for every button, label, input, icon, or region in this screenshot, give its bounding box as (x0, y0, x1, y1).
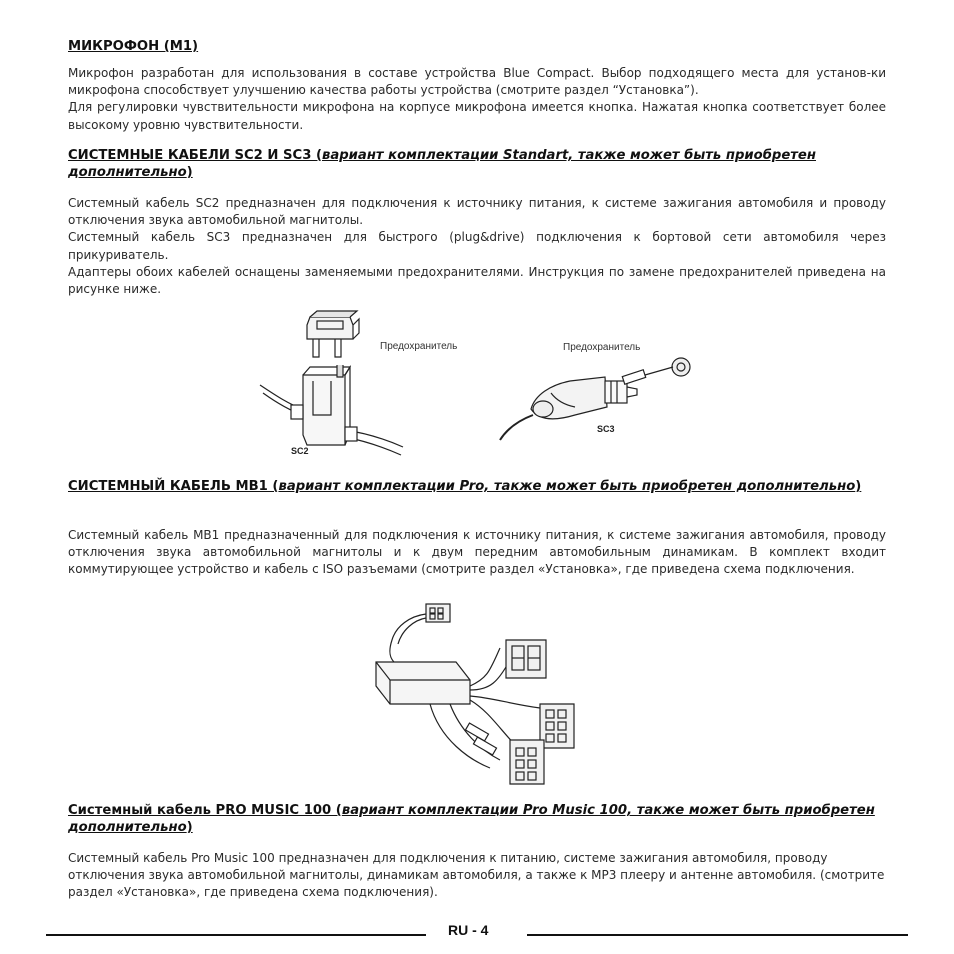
footer-rule-right (527, 934, 908, 936)
heading-main: СИСТЕМНЫЙ КАБЕЛЬ MB1 ( (68, 479, 279, 494)
footer-rule-left (46, 934, 426, 936)
paragraph: Микрофон разработан для использования в составе устройства Blue Compact. Выбор подходящего места для установ-ки микрофона способствует улучшению качества работы устройства (смотрите раздел “Установка”). (68, 66, 886, 98)
sc3-fuse-label: Предохранитель (563, 342, 641, 353)
sc3-plug-illustration (495, 345, 695, 445)
heading-subtitle: вариант комплектации Standart, также может быть приобретен дополнительно (68, 148, 816, 180)
paragraph: Для регулировки чувствительности микрофона на корпусе микрофона имеется кнопка. Нажатая кнопка соответствует более высокому уровню чувствительности. (68, 100, 886, 132)
sc2-code-label: SC2 (291, 446, 309, 456)
paragraph: Системный кабель MB1 предназначенный для подключения к источнику питания, к системе зажигания автомобиля, проводу отключения звука автомобильной магнитолы и к двум передним автомобильным динамикам. В комплект входит коммутирующее устройство и кабель с ISO разъемами (смотрите раздел «Установка», где приведена схема подключения. (68, 528, 886, 577)
sc3-code-label: SC3 (597, 424, 615, 434)
sc-text (68, 195, 886, 298)
heading-close: ) (186, 165, 193, 180)
heading-close: ) (855, 479, 862, 494)
mb1-text (68, 527, 886, 579)
page-number: RU - 4 (448, 922, 489, 938)
heading-system-cable-mb1 (68, 478, 886, 495)
heading-subtitle: вариант комплектации Pro Music 100, также может быть приобретен дополнительно (68, 803, 875, 835)
heading-main: СИСТЕМНЫЕ КАБЕЛИ SC2 И SC3 ( (68, 148, 322, 163)
heading-microphone: МИКРОФОН (М1) (68, 39, 199, 54)
paragraph: Адаптеры обоих кабелей оснащены заменяемыми предохранителями. Инструкция по замене предохранителей приведена на рисунке ниже. (68, 264, 886, 297)
paragraph: Системный кабель Pro Music 100 предназначен для подключения к питанию, системе зажигания автомобиля, проводу отключения звука автомобильной магнитолы, динамикам автомобиля, а также к МР3 плееру и антенне автомобиля. (смотрите раздел «Установка», где приведена схема подключения). (68, 851, 885, 900)
paragraph: Системный кабель SC2 предназначен для подключения к источнику питания, к системе зажигания автомобиля и проводу отключения звука автомобильной магнитолы. (68, 196, 886, 228)
heading-system-cables-sc (68, 147, 886, 181)
heading-close: ) (186, 820, 193, 835)
heading-main: Системный кабель PRO MUSIC 100 ( (68, 803, 342, 818)
microphone-text (68, 65, 886, 134)
heading-subtitle: вариант комплектации Pro, также может быть приобретен дополнительно (278, 479, 856, 494)
sc2-fuse-label: Предохранитель (380, 341, 458, 352)
mb1-harness-illustration (370, 600, 585, 790)
heading-system-cable-pro-music (68, 802, 886, 836)
paragraph: Системный кабель SC3 предназначен для быстрого (plug&drive) подключения к бортовой сети автомобиля через прикуриватель. (68, 230, 886, 262)
pro-music-text (68, 850, 886, 902)
sc2-fuse-illustration (255, 305, 405, 460)
